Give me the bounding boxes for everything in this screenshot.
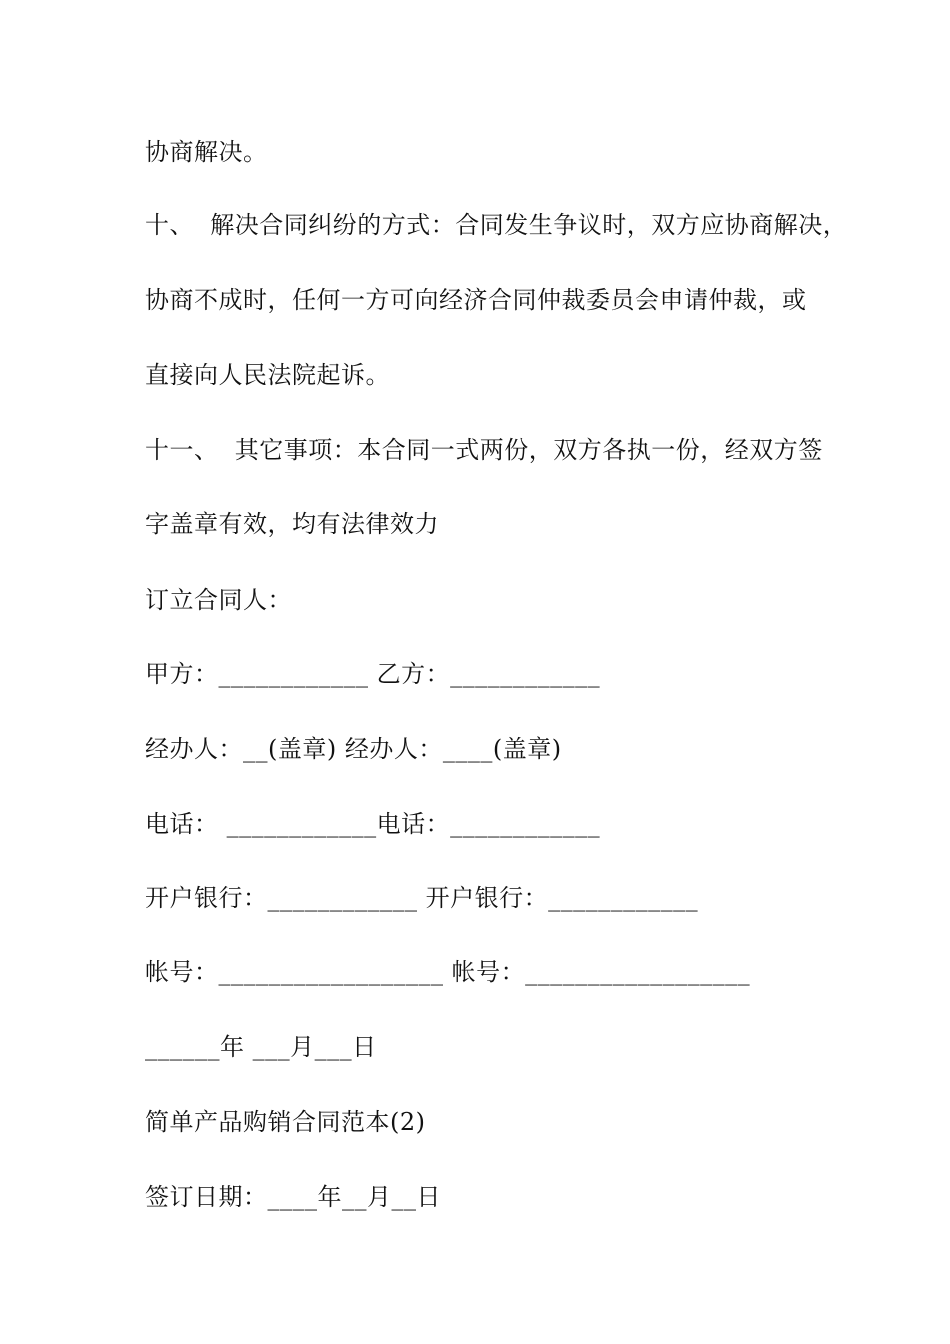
agent-seal-line: 经办人：__(盖章) 经办人：____(盖章) — [145, 735, 562, 763]
date-line: ______年 ___月___日 — [145, 1033, 377, 1061]
signing-date-line: 签订日期：____年__月__日 — [145, 1183, 441, 1211]
party-names-line: 甲方：____________ 乙方：____________ — [145, 660, 601, 688]
account-line: 帐号：__________________ 帐号：__________________ — [145, 958, 751, 986]
paragraph-line: 直接向人民法院起诉。 — [145, 361, 390, 389]
paragraph-line: 协商解决。 — [145, 138, 268, 166]
phone-line: 电话： ____________电话：____________ — [145, 810, 601, 838]
bank-line: 开户银行：____________ 开户银行：____________ — [145, 884, 699, 912]
signatories-heading: 订立合同人： — [145, 586, 292, 614]
paragraph-line: 协商不成时，任何一方可向经济合同仲裁委员会申请仲裁，或 — [145, 286, 807, 314]
section-title: 简单产品购销合同范本(2) — [145, 1108, 426, 1136]
paragraph-line: 字盖章有效，均有法律效力 — [145, 510, 439, 538]
clause-ten-line: 十、 解决合同纠纷的方式：合同发生争议时，双方应协商解决， — [145, 211, 848, 239]
clause-eleven-line: 十一、 其它事项：本合同一式两份，双方各执一份，经双方签 — [145, 436, 823, 464]
